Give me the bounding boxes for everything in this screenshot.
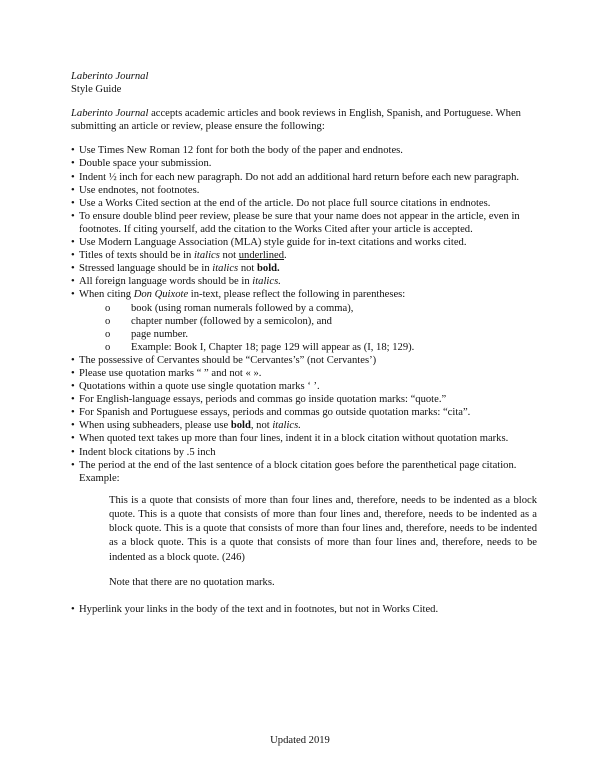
- style-guide-page: [71, 70, 536, 616]
- list-item: • To ensure double blind peer review, please be sure that your name does not appear in the article, even in footnotes. If citing yourself, add the citation to the Works Cited after your article is accepted.: [71, 210, 520, 235]
- list-item: • Use Times New Roman 12 font for both the body of the paper and endnotes.: [71, 145, 403, 157]
- list-item: • Please use quotation marks “ ” and not « ».: [71, 367, 262, 379]
- list-item: • All foreign language words should be in italics.: [71, 276, 281, 288]
- guideline-list-last: [71, 603, 536, 616]
- list-item: • Stressed language should be in italics not bold.: [71, 263, 280, 275]
- list-item: o book (using roman numerals followed by a comma),: [105, 302, 354, 314]
- page-footer-updated: Updated 2019: [270, 735, 330, 746]
- list-item: • When quoted text takes up more than four lines, indent it in a block citation without quotation marks.: [71, 433, 509, 445]
- list-item: • Titles of texts should be in italics not underlined.: [71, 250, 287, 262]
- list-item: o Example: Book I, Chapter 18; page 129 will appear as (I, 18; 129).: [105, 341, 415, 353]
- list-item: • Use endnotes, not footnotes.: [71, 184, 200, 196]
- guideline-list: [71, 144, 536, 589]
- block-quote-example: This is a quote that consists of more than four lines and, therefore, needs to be indented as a block quote. This is a quote that consists of more than four lines and, therefore, needs to be indented as a block quote. This is a quote that consists of more than four lines and, therefore, needs to be indented as a block quote. This is a quote that consists of more than four lines and, therefore, needs to be indented as a block quote. (246): [109, 494, 537, 563]
- list-item: o chapter number (followed by a semicolon), and: [105, 315, 332, 327]
- intro-text: accepts academic articles and book reviews in English, Spanish, and Portuguese. When submitting an article or review, please ensure the following:: [71, 108, 521, 133]
- list-item: • When citing Don Quixote in-text, please reflect the following in parentheses: o book (using roman numerals followed by a comma), o chapter number (followed by a semicolon), and o page number. o Example: Book I, Chapter 18; page 129 will appear as (I, 18; 129).: [71, 288, 536, 353]
- list-item: • The possessive of Cervantes should be “Cervantes’s” (not Cervantes’): [71, 354, 377, 366]
- list-item: • For Spanish and Portuguese essays, periods and commas go outside quotation marks: “cita”.: [71, 407, 471, 419]
- list-item: • Indent ½ inch for each new paragraph. Do not add an additional hard return before each new paragraph.: [71, 171, 520, 183]
- doc-title: Style Guide: [71, 84, 122, 96]
- list-item: • Indent block citations by .5 inch: [71, 446, 216, 458]
- list-item: • Use Modern Language Association (MLA) style guide for in-text citations and works cited.: [71, 237, 467, 249]
- intro-paragraph: [71, 107, 536, 133]
- list-item: • For English-language essays, periods and commas go inside quotation marks: “quote.”: [71, 394, 447, 406]
- list-item: • The period at the end of the last sentence of a block citation goes before the parenthetical page citation. Example: This is a quote that consists of more than four lines and, therefore, needs to be indented as a block quote. This is a quote that consists of more than four lines and, therefore, needs to be indented as a block quote. This is a quote that consists of more than four lines and, therefore, needs to be indented as a block quote. This is a quote that consists of more than four lines and, therefore, needs to be indented as a block quote. (246) Note that there are no quotation marks.: [71, 459, 537, 588]
- list-item: • When using subheaders, please use bold, not italics.: [71, 420, 301, 432]
- block-quote-note: Note that there are no quotation marks.: [109, 576, 275, 588]
- list-item: o page number.: [105, 328, 189, 340]
- journal-name-heading: Laberinto Journal: [71, 71, 149, 82]
- list-item: • Use a Works Cited section at the end of the article. Do not place full source citations in endnotes.: [71, 197, 491, 209]
- list-item: • Quotations within a quote use single quotation marks ‘ ’.: [71, 381, 320, 393]
- citation-sublist: [79, 302, 536, 354]
- list-item: • Double space your submission.: [71, 158, 212, 170]
- list-item: • Hyperlink your links in the body of the text and in footnotes, but not in Works Cited.: [71, 603, 439, 615]
- intro-journal-name: Laberinto Journal: [71, 108, 149, 120]
